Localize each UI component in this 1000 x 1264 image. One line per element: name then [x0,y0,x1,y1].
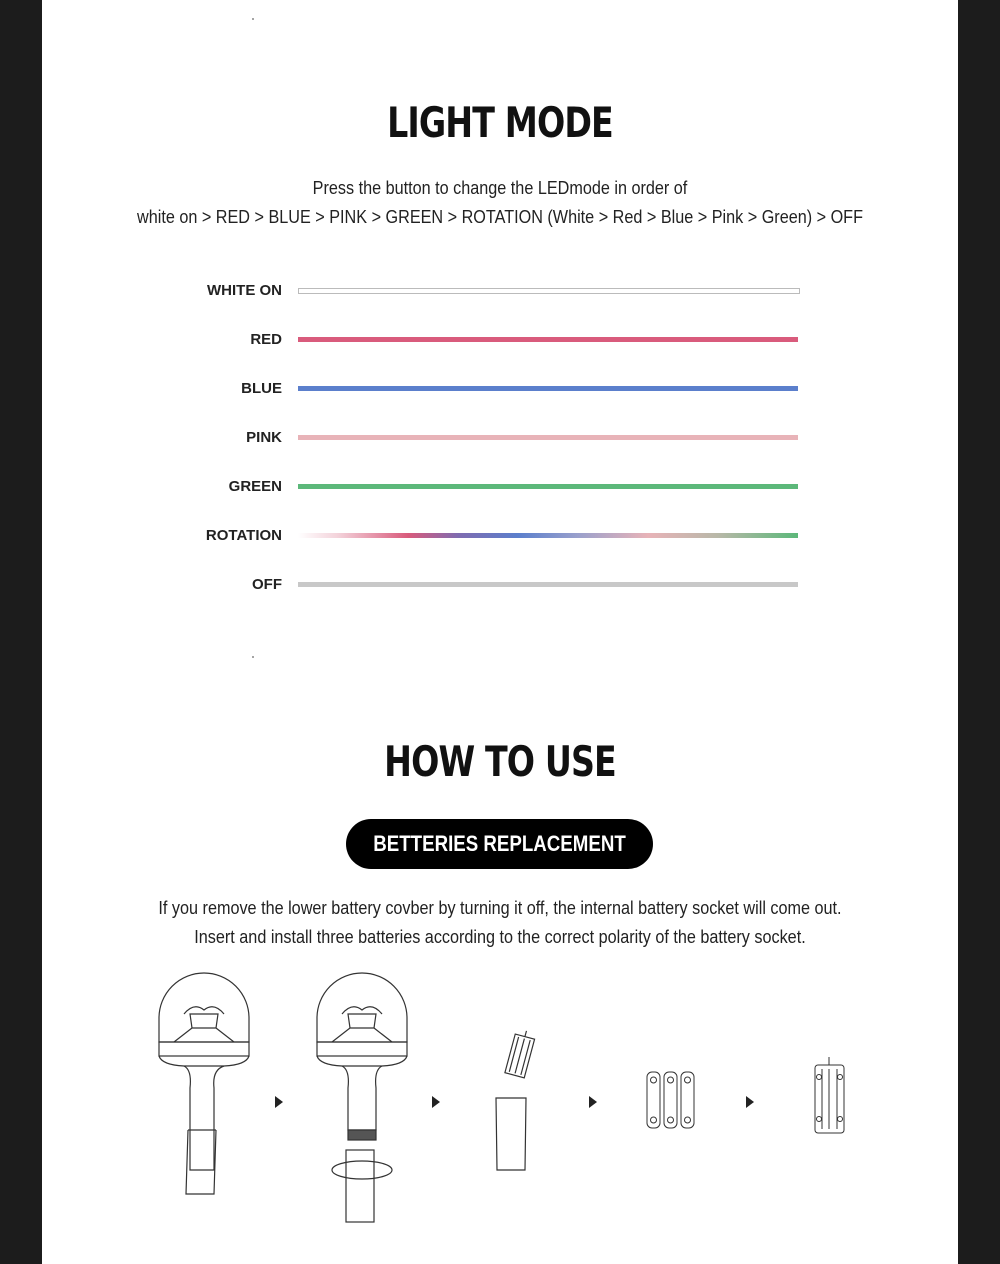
step-arrow-icon [589,1096,597,1108]
mode-label: BLUE [241,380,282,397]
mode-label: OFF [252,576,282,593]
lightstick-remove-cover-icon [312,970,422,1230]
pink-light-bar [298,435,798,440]
three-batteries-icon [645,1070,697,1132]
step-arrow-icon [432,1096,440,1108]
mode-row-green [42,477,958,497]
lightstick-assembled-icon [154,970,254,1200]
rotation-light-bar [298,533,798,538]
mode-row-rotation [42,526,958,546]
step-arrow-icon [275,1096,283,1108]
light-mode-title: LIGHT MODE [387,98,613,147]
batteries-replacement-badge [346,819,653,869]
decorative-dot [252,18,254,20]
description-line-2: Insert and install three batteries according to the correct polarity of the battery socket. [194,927,806,947]
instruction-line-1: Press the button to change the LEDmode in order of [312,178,688,198]
battery-socket-installed-icon [812,1055,847,1137]
off-light-bar [298,582,798,587]
green-light-bar [298,484,798,489]
description-line-1: If you remove the lower battery covber by turning it off, the internal battery socket will come out. [158,898,842,918]
blue-light-bar [298,386,798,391]
mode-label: ROTATION [205,527,282,544]
mode-row-pink [42,428,958,448]
step-arrow-icon [746,1096,754,1108]
instruction-line-2: white on > RED > BLUE > PINK > GREEN > ROTATION (White > Red > Blue > Pink > Green) > OFF [137,207,863,227]
mode-row-blue [42,379,958,399]
white-light-bar [298,288,800,294]
mode-row-off [42,575,958,595]
red-light-bar [298,337,798,342]
mode-label: WHITE ON [207,282,282,299]
how-to-use-title: HOW TO USE [384,737,616,786]
battery-socket-removed-icon [492,1030,552,1175]
decorative-dot [252,656,254,658]
product-detail-page [42,0,958,1264]
mode-row-red [42,330,958,350]
mode-label: GREEN [228,478,282,495]
mode-label: PINK [246,429,282,446]
mode-label: RED [250,331,282,348]
badge-label: BETTERIES REPLACEMENT [373,831,626,856]
mode-row-white-on [42,281,958,301]
